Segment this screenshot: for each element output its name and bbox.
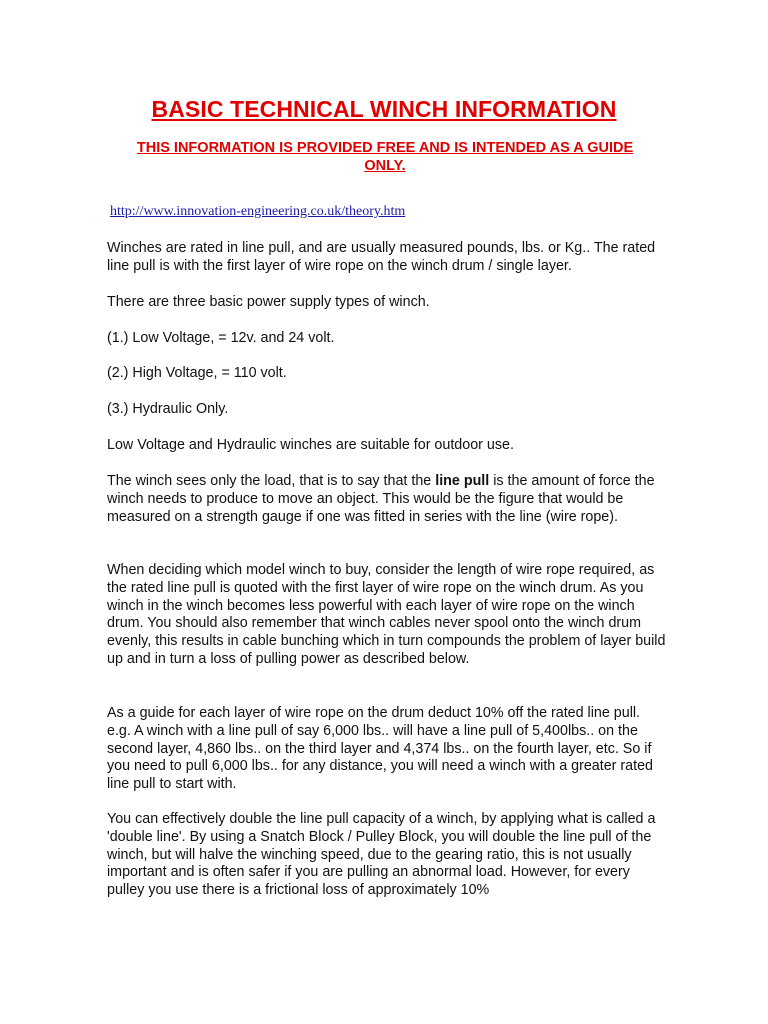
line-pull-text-after: is the amount of force the winch needs to produce to move an object. This would be the figure that would be measured on a strength gauge if one was fitted in series with the line (wire rope).	[107, 473, 655, 525]
paragraph-power-types: There are three basic power supply types of winch.	[107, 294, 430, 310]
paragraph-ratings: Winches are rated in line pull, and are usually measured pounds, lbs. or Kg.. The rated line pull is with the first layer of wire rope on the winch drum / single layer.	[107, 240, 656, 274]
source-link[interactable]: http://www.innovation-engineering.co.uk/theory.htm	[110, 204, 406, 219]
paragraph-choosing-winch: When deciding which model winch to buy, consider the length of wire rope required, as the rated line pull is quoted with the first layer of wire rope on the winch drum. As you winch in the winch becomes less powerful with each layer of wire rope on the winch drum. You should also remember that winch cables never spool onto the winch drum evenly, this results in cable bunching which in turn compounds the problem of layer build up and in turn a loss of pulling power as described below.	[107, 562, 666, 667]
paragraph-double-line: You can effectively double the line pull capacity of a winch, by applying what is called a 'double line'. By using a Snatch Block / Pulley Block, you will double the line pull of the winch, but will halve the winching speed, due to the gearing ratio, this is not usually important and is often safer if you are pulling an abnormal load. However, for every pulley you use there is a frictional loss of approximately 10%	[107, 811, 656, 899]
document-title: BASIC TECHNICAL WINCH INFORMATION	[151, 96, 617, 122]
paragraph-layer-guide: As a guide for each layer of wire rope on the drum deduct 10% off the rated line pull. e.g. A winch with a line pull of say 6,000 lbs.. will have a line pull of 5,400lbs.. on the second layer, 4,860 lbs.. on the third layer and 4,374 lbs.. on the fourth layer, etc. So if you need to pull 6,000 lbs.. for any distance, you will need a winch with a greater rated line pull to start with.	[107, 705, 653, 793]
line-pull-text-before: The winch sees only the load, that is to say that the	[107, 473, 436, 489]
document-subtitle: THIS INFORMATION IS PROVIDED FREE AND IS INTENDED AS A GUIDE ONLY.	[136, 140, 634, 174]
paragraph-hydraulic: (3.) Hydraulic Only.	[107, 401, 229, 417]
paragraph-low-voltage: (1.) Low Voltage, = 12v. and 24 volt.	[107, 330, 335, 346]
paragraph-outdoor-use: Low Voltage and Hydraulic winches are suitable for outdoor use.	[107, 437, 514, 453]
paragraph-high-voltage: (2.) High Voltage, = 110 volt.	[107, 365, 287, 381]
line-pull-term: line pull	[435, 473, 490, 489]
paragraph-line-pull	[107, 473, 667, 526]
